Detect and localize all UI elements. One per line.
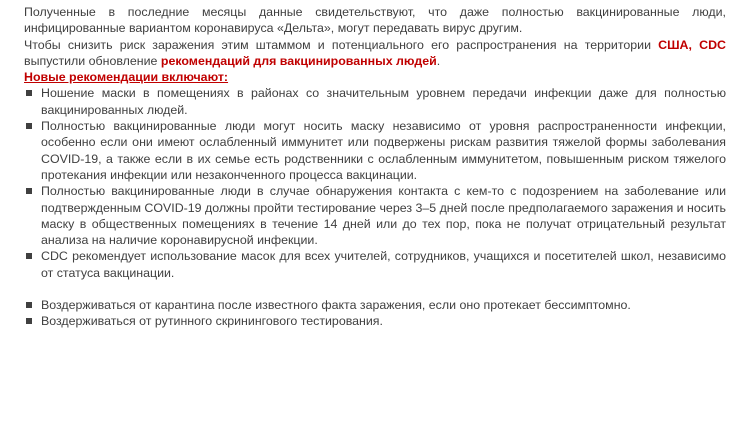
list-item-text: Воздерживаться от рутинного скринингового тестирования. (41, 314, 383, 329)
intro-p2-middle: выпустили обновление (24, 53, 161, 68)
spacer (24, 281, 726, 297)
comma-separator: , (688, 37, 700, 52)
bullet-icon (26, 253, 32, 259)
list-item (24, 85, 726, 118)
country-highlight: США (658, 37, 689, 52)
intro-paragraph-1: Полученные в последние месяцы данные свидетельствуют, что даже полностью вакцинированные люди, инфицированные вариантом коронавируса «Дельта», могут передавать вирус другим. (24, 5, 726, 36)
bullet-icon (26, 90, 32, 96)
recommendations-highlight: рекомендаций для вакцинированных людей (160, 53, 437, 68)
list-item (24, 297, 726, 313)
list-item-text: CDC рекомендует использование масок для всех учителей, сотрудников, учащихся и посетителей школ, независимо от статуса вакцинации. (41, 249, 726, 280)
list-item-text: Воздерживаться от карантина после известного факта заражения, если оно протекает бессимптомно. (41, 298, 631, 313)
recommendations-heading: Новые рекомендации включают: (24, 70, 229, 85)
bullet-icon (26, 123, 32, 129)
intro-p2-end: . (436, 53, 441, 68)
agency-highlight: CDC (699, 37, 726, 52)
intro-p2-start: Чтобы снизить риск заражения этим штаммом и потенциального его распространения на территории (24, 37, 659, 52)
list-item-text: Полностью вакцинированные люди могут носить маску независимо от уровня распространенности инфекции, особенно если они имеют ослабленный иммунитет или подвержены рискам развития тяжелой формы заболевания COVID-19, а также если в их семье есть родственники с ослабленным иммунитетом, повышенным риском тяжелого протекания инфекции или незаконченного процесса вакцинации. (41, 119, 726, 182)
recommendations-list (24, 85, 726, 281)
list-item (24, 183, 726, 248)
list-item (24, 248, 726, 281)
bullet-icon (26, 302, 32, 308)
bullet-icon (26, 318, 32, 324)
list-item (24, 313, 726, 329)
list-item-text: Полностью вакцинированные люди в случае обнаружения контакта с кем-то с подозрением на заболевание или подтвержденным COVID-19 должны пройти тестирование через 3–5 дней после предполагаемого заражения и носить маску в общественных помещениях в течение 14 дней или до тех пор, пока не получат отрицательный результат анализа на наличие коронавирусной инфекции. (41, 184, 726, 248)
intro-paragraph-2 (24, 37, 726, 70)
list-item (24, 118, 726, 183)
extra-recommendations-list (24, 297, 726, 330)
list-item-text: Ношение маски в помещениях в районах со значительным уровнем передачи инфекции даже для полностью вакцинированных людей. (41, 86, 726, 117)
slide-content (24, 4, 726, 330)
bullet-icon (26, 188, 32, 194)
